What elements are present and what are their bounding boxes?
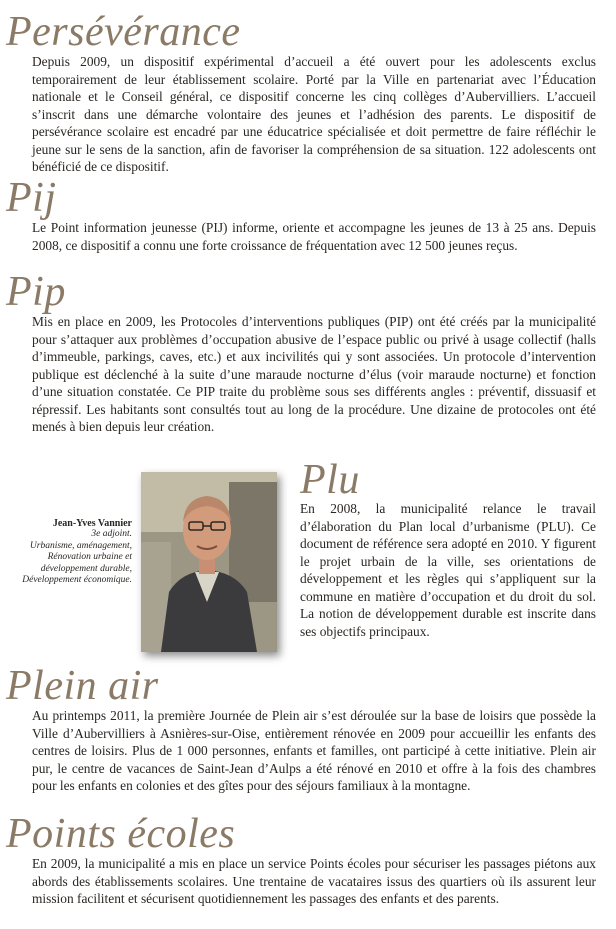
paragraph-perseverance: Depuis 2009, un dispositif expérimental d’accueil a été ouvert pour les adolescents exclus temporairement de leur établissement scolaire. Porté par la Ville en partenariat avec l’Éducation nationale et le Conseil général, ce dispositif concerne les cinq collèges d’Aubervilliers. L’accueil s’inscrit dans une démarche volontaire des jeunes et l’adhésion des parents. Le dispositif de persévérance scolaire est encadré par une éducatrice spécialisée et doit permettre de faire réfléchir le jeune sur le sens de la sanction, afin de favoriser la compréhension de sa situation. 122 adolescents ont bénéficié de ce dispositif. [32,54,596,174]
heading-pij: Pij [6,175,57,221]
heading-pip: Pip [6,269,66,315]
paragraph-points-ecoles: En 2009, la municipalité a mis en place un service Points écoles pour sécuriser les passages piétons aux abords des établissements scolaires. Une trentaine de vacataires issus des quartiers où ils assurent leur mission facilitent et sécurisent quotidiennement les passages des enfants et des parents. [32,856,596,906]
portrait-caption [8,518,132,586]
portrait-photo [141,472,277,652]
heading-plein-air: Plein air [6,663,159,709]
paragraph-pij: Le Point information jeunesse (PIJ) informe, oriente et accompagne les jeunes de 13 à 25 ans. Depuis 2008, ce dispositif a connu une forte croissance de fréquentation avec 12 500 jeunes reçus. [32,220,596,253]
paragraph-plu: En 2008, la municipalité relance le travail d’élaboration du Plan local d’urbanisme (PLU). Ce document de référence sera adopté en 2010. Y figurent le projet urbain de la ville, ses orientations de développement et les règles qui s’appliquent sur la commune en matière d’occupation et du droit du sol. La notion de développement durable est inscrite dans ses objectifs principaux. [300,501,596,639]
portrait-illustration [141,472,277,652]
heading-plu: Plu [300,457,360,503]
heading-points-ecoles: Points écoles [6,811,236,857]
paragraph-pip: Mis en place en 2009, les Protocoles d’interventions publiques (PIP) ont été créés par la municipalité pour s’attaquer aux problèmes d’occupation abusive de l’espace public ou privé à usage collectif (halls d’immeuble, parkings, caves, etc.) et aux incivilités qui y sont associées. Un protocole d’intervention publique est déclenché à la suite d’une maraude nocturne d’élus (voir maraude nocturne) et fonction d’une situation constatée. Ce PIP traite du problème sous ses différents angles : préventif, dissuasif et répressif. Les habitants sont consultés tout au long de la procédure. Une dizaine de protocoles ont été menés à bien depuis leur création. [32,314,596,434]
portrait-name: Jean-Yves Vannier [52,518,132,529]
portrait-role-detail: Urbanisme, aménagement, Rénovation urbaine et développement durable, Développement économique. [22,540,132,586]
heading-perseverance: Persévérance [6,9,241,55]
paragraph-plein-air: Au printemps 2011, la première Journée de Plein air s’est déroulée sur la base de loisirs que possède la Ville d’Aubervilliers à Asnières-sur-Oise, entièrement rénovée en 2009 pour accueillir les enfants des centres de loisirs. Plus de 1 000 personnes, enfants et familles, ont participé à cette initiative. Plein air pur, le centre de vacances de Saint-Jean d’Aulps a été rénové en 2010 et offre à la fois des chambres pour les enfants en colonies et des gîtes pour des séjours familiaux à la montagne. [32,708,596,793]
portrait-role-title: 3e adjoint. [91,529,132,540]
